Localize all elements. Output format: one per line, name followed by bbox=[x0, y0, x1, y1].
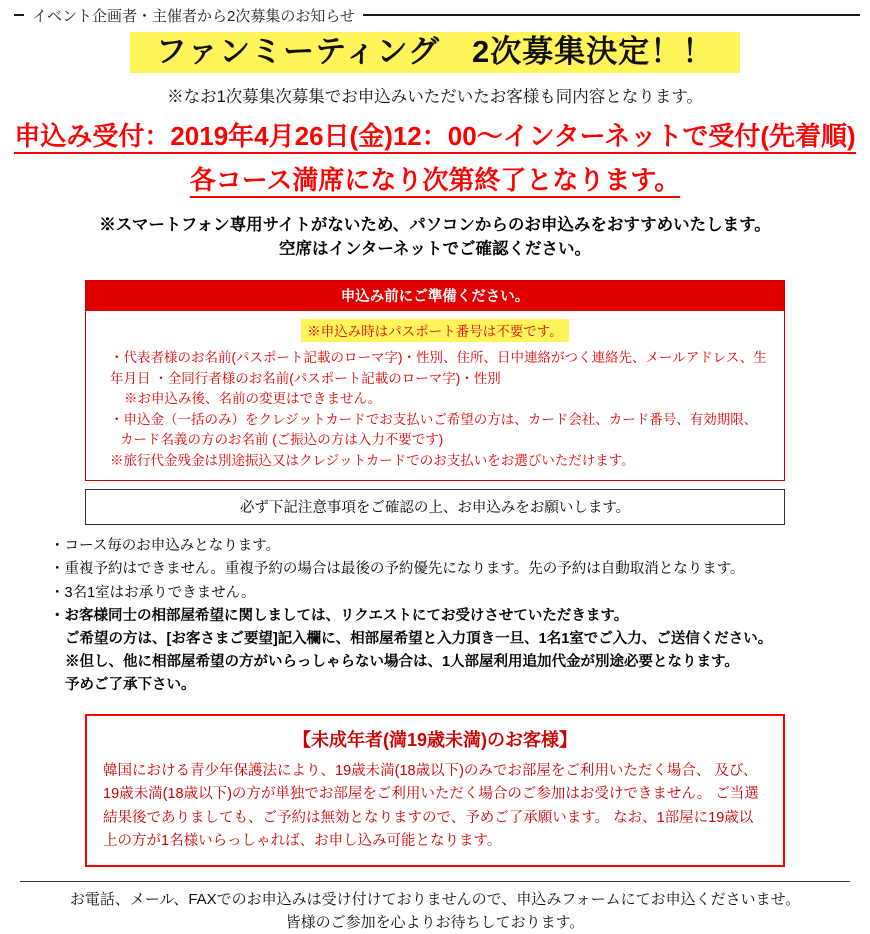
list-item: カード名義の方のお名前 (ご振込の方は入力不要です) bbox=[120, 432, 444, 448]
note-item: ・お客様同士の相部屋希望に関しましては、リクエストにてお受けさせていただきます。 bbox=[50, 607, 629, 624]
note-item: ・コース毎のお申込みとなります。 bbox=[50, 538, 281, 555]
pc-recommendation-line2: 空席はインターネットでご確認ください。 bbox=[278, 240, 591, 259]
course-full-line bbox=[0, 160, 870, 197]
note-item: ・3名1室はお承りできません。 bbox=[50, 584, 256, 601]
pc-recommendation-note bbox=[0, 213, 870, 263]
footer-note bbox=[0, 889, 870, 934]
minor-guest-body bbox=[103, 760, 767, 854]
course-full-text: 各コース満席になり次第終了となります。 bbox=[190, 165, 681, 198]
headline-container bbox=[0, 32, 870, 73]
list-item: ・全同行者様のお名前(パスポート記載のローマ字)・性別 bbox=[154, 370, 501, 386]
passport-note bbox=[96, 319, 774, 342]
minor-line: ご当選結果後でありましても、ご予約は無効となりますので、予めご了承願います。 bbox=[103, 786, 759, 826]
application-period-text: 申込み受付：2019年4月26日(金)12：00〜インターネットで受付(先着順) bbox=[14, 121, 855, 154]
rule-right bbox=[363, 14, 860, 16]
minor-guest-title: 【未成年者(満19歳未満)のお客様】 bbox=[292, 729, 577, 750]
preparation-box-header: 申込み前にご準備ください。 bbox=[86, 281, 784, 311]
pc-recommendation-line1: ※スマートフォン専用サイトがないため、パソコンからのお申込みをおすすめいたします。 bbox=[99, 215, 771, 234]
minor-guest-box bbox=[85, 714, 785, 868]
application-period-line bbox=[0, 116, 870, 153]
footer-line2: 皆様のご参加を心よりお待ちしております。 bbox=[285, 913, 585, 931]
notes-list bbox=[40, 535, 830, 697]
minor-line: なお、1部屋に19歳以上の方が1名様いらっしゃれば、お申し込み可能となります。 bbox=[103, 809, 754, 849]
list-item: ・申込金（一括のみ）をクレジットカードでお支払いご希望の方は、カード会社、カード番号、有効期限、 bbox=[110, 411, 758, 427]
subtitle-note: ※なお1次募集次募集でお申込みいただいたお客様も同内容となります。 bbox=[167, 87, 703, 106]
list-item: ※旅行代金残金は別途振込又はクレジットカードでのお支払いをお選びいただけます。 bbox=[110, 452, 635, 468]
minor-line: 及び、19歳未満(18歳以下)の方が単独でお部屋をご利用いただく場合のご参加はお受けできません。 bbox=[103, 762, 758, 803]
top-notice-bar bbox=[0, 0, 870, 26]
page-title: ファンミーティング 2次募集決定！！ bbox=[130, 32, 741, 73]
preparation-box bbox=[85, 280, 785, 481]
preparation-list bbox=[96, 348, 774, 471]
rule-left bbox=[14, 14, 24, 16]
note-item: ・重複予約はできません。重複予約の場合は最後の予約優先になります。先の予約は自動取消となります。 bbox=[50, 561, 745, 578]
note-item: 予めご了承下さい。 bbox=[65, 677, 196, 694]
confirm-notice-bar: 必ず下記注意事項をご確認の上、お申込みをお願いします。 bbox=[85, 489, 785, 525]
minor-line: 韓国における青少年保護法により、19歳未満(18歳以下)のみでお部屋をご利用いただく場合、 bbox=[103, 762, 711, 779]
list-item: ※お申込み後、名前の変更はできません。 bbox=[124, 391, 382, 407]
top-notice-text: イベント企画者・主催者から2次募集のお知らせ bbox=[32, 7, 355, 25]
passport-note-text: ※申込み時はパスポート番号は不要です。 bbox=[301, 319, 568, 342]
preparation-box-body bbox=[86, 311, 784, 480]
note-item: ※但し、他に相部屋希望の方がいらっしゃらない場合は、1人部屋利用追加代金が別途必要となります。 bbox=[65, 654, 739, 671]
list-item: ・代表者様のお名前(パスポート記載のローマ字)・性別、住所、日中連絡がつく連絡先、メールアドレス、生年月日 bbox=[110, 350, 767, 386]
note-item: ご希望の方は、[お客さまご要望]記入欄に、相部屋希望と入力頂き一旦、1名1室でご入力、ご送信ください。 bbox=[65, 630, 773, 647]
footer-line1: お電話、メール、FAXでのお申込みは受け付けておりませんので、申込みフォームにてお申込くださいませ。 bbox=[69, 891, 801, 909]
footer-divider bbox=[20, 881, 850, 882]
